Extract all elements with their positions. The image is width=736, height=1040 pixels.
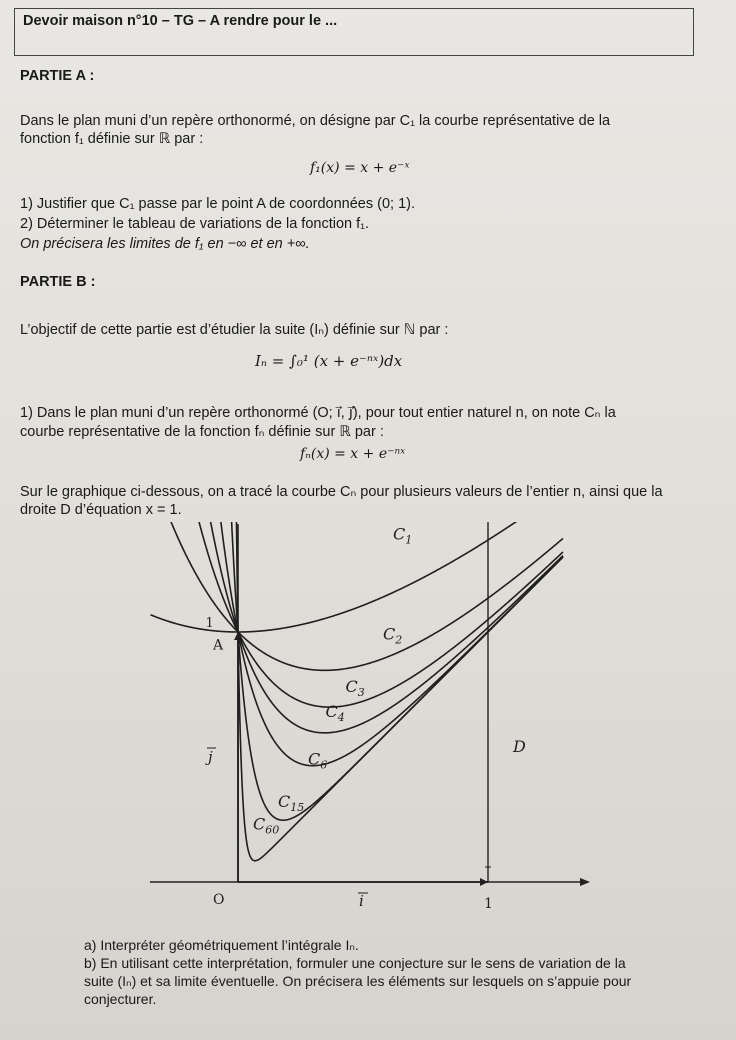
label-c15: $C_{15}$ [278, 792, 305, 814]
part-b-intro: L’objectif de cette partie est d’étudier la suite (Iₙ) définie sur ℕ par : [20, 322, 449, 338]
curve-c6 [202, 522, 563, 766]
part-a-intro-2: fonction f₁ définie sur ℝ par : [20, 131, 204, 147]
part-b-heading: PARTIE B : [20, 274, 96, 290]
part-b-qa: a) Interpréter géométriquement l’intégrale Iₙ. [84, 937, 359, 953]
label-tick-y1: 1 [205, 616, 214, 631]
part-b-q1-2: courbe représentative de la fonction fₙ définie sur ℝ par : [20, 424, 384, 440]
label-c4: $C_4$ [325, 702, 345, 724]
label-c1: $C_1$ [393, 524, 413, 547]
label-line-d: D [513, 737, 526, 756]
label-c60: $C_{60}$ [253, 814, 280, 837]
label-c3: $C_3$ [345, 677, 365, 699]
part-a-heading: PARTIE A : [20, 68, 95, 84]
part-b-q1-1: 1) Dans le plan muni d’un repère orthonormé (O; i⃗, j⃗), pour tout entier naturel n, on note Cₙ la [20, 405, 616, 421]
part-b-q1-formula: fₙ(x) = x + e⁻ⁿˣ [300, 446, 406, 462]
label-origin: O [213, 892, 225, 908]
part-a-q1: 1) Justifier que C₁ passe par le point A de coordonnées (0; 1). [20, 196, 416, 212]
part-a-q2-note: On précisera les limites de f₁ en −∞ et en +∞. [20, 236, 310, 252]
part-b-qb-3: conjecturer. [84, 991, 157, 1007]
label-vec-j: j [208, 748, 213, 766]
vector-i-arrow [480, 878, 488, 886]
label-c2: $C_2$ [383, 624, 403, 647]
label-vec-i: i [359, 892, 364, 910]
part-a-q2: 2) Déterminer le tableau de variations de la fonction f₁. [20, 216, 370, 232]
part-b-qb-2: suite (Iₙ) et sa limite éventuelle. On précisera les éléments sur lesquels on s’appuie pour [84, 973, 632, 989]
x-axis-arrow [580, 878, 590, 886]
label-tick-x1: 1 [484, 896, 493, 912]
header-title: Devoir maison n°10 – TG – A rendre pour le ... [23, 13, 338, 29]
part-a-intro-1: Dans le plan muni d’un repère orthonormé, on désigne par C₁ la courbe représentative de la [20, 113, 611, 129]
label-point-a: A [213, 637, 224, 654]
curve-c15 [225, 522, 563, 820]
header-box [14, 8, 694, 56]
part-b-formula: Iₙ = ∫₀¹ (x + e⁻ⁿˣ)dx [255, 352, 403, 370]
part-b-graph-intro-1: Sur le graphique ci-dessous, on a tracé la courbe Cₙ pour plusieurs valeurs de l’entier n, ainsi que la [20, 484, 663, 500]
part-b-qb-1: b) En utilisant cette interprétation, formuler une conjecture sur le sens de variation de la [84, 955, 626, 971]
part-b-graph-intro-2: droite D d’équation x = 1. [20, 502, 182, 518]
curves-graph [150, 522, 590, 922]
part-a-formula: f₁(x) = x + e⁻ˣ [310, 160, 410, 176]
label-c6: $C_6$ [308, 749, 328, 772]
